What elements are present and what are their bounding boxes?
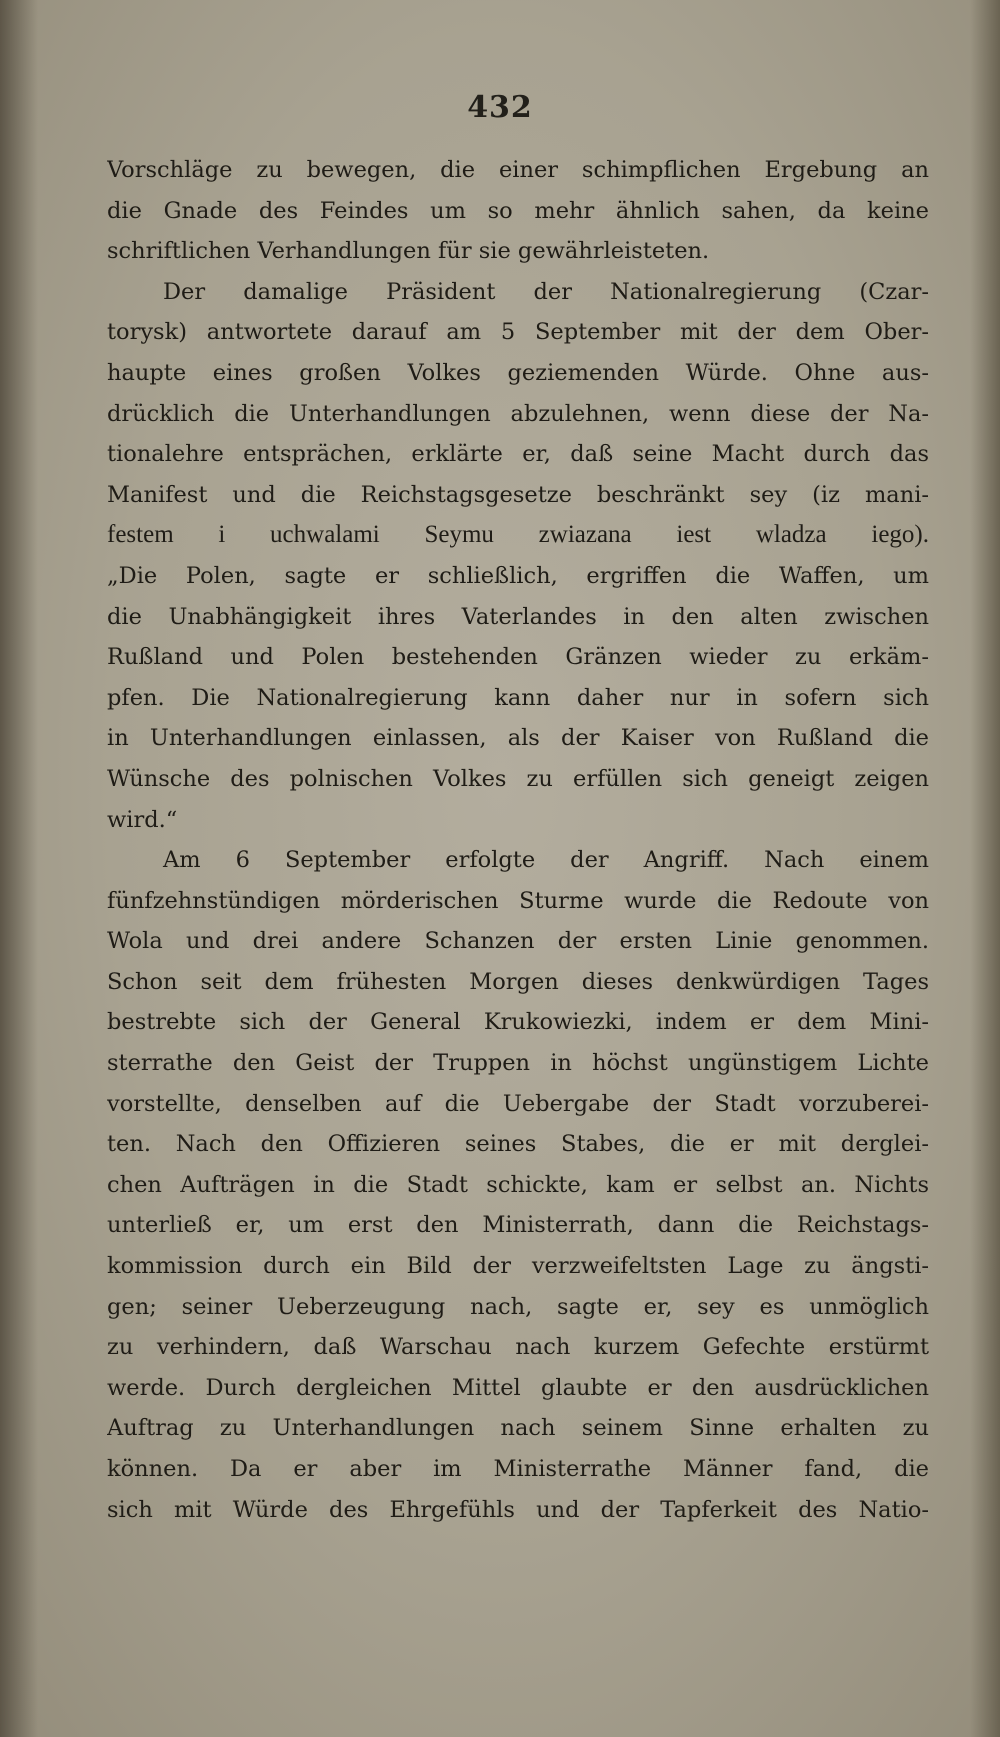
text-line: Wola und drei andere Schanzen der ersten Linie genommen.	[107, 928, 929, 955]
text-line: fünfzehnstündigen mörderischen Sturme wurde die Redoute von	[107, 887, 929, 914]
text-line: pfen. Die Nationalregierung kann daher nur in sofern sich	[107, 684, 929, 711]
text-line: in Unterhandlungen einlassen, als der Kaiser von Rußland die	[107, 725, 929, 752]
text-line: chen Aufträgen in die Stadt schickte, kam er selbst an. Nichts	[107, 1171, 929, 1198]
text-line: Schon seit dem frühesten Morgen dieses denkwürdigen Tages	[107, 968, 929, 995]
text-line: Rußland und Polen bestehenden Gränzen wieder zu erkäm-	[107, 644, 929, 671]
text-line: werde. Durch dergleichen Mittel glaubte er den ausdrücklichen	[107, 1374, 929, 1401]
body-text	[107, 150, 929, 1530]
text-line: wird.“	[107, 806, 178, 833]
text-line: festem i uchwalami Seymu zwiazana iest wladza iego).	[107, 521, 929, 549]
text-line: „Die Polen, sagte er schließlich, ergriffen die Waffen, um	[107, 562, 929, 589]
text-line: Am 6 September erfolgte der Angriff. Nach einem	[163, 847, 929, 874]
text-line: gen; seiner Ueberzeugung nach, sagte er, sey es unmöglich	[107, 1293, 929, 1320]
text-line: sich mit Würde des Ehrgefühls und der Tapferkeit des Natio-	[107, 1496, 929, 1523]
text-line: torysk) antwortete darauf am 5 September mit der dem Ober-	[107, 319, 929, 346]
text-line: die Gnade des Feindes um so mehr ähnlich sahen, da keine	[107, 197, 929, 224]
text-line: drücklich die Unterhandlungen abzulehnen, wenn diese der Na-	[107, 400, 929, 427]
text-line: Manifest und die Reichstagsgesetze beschränkt sey (iz mani-	[107, 481, 929, 508]
text-line: unterließ er, um erst den Ministerrath, dann die Reichstags-	[107, 1212, 929, 1239]
text-line: schriftlichen Verhandlungen für sie gewährleisteten.	[107, 238, 710, 265]
page-shadow-left	[0, 0, 38, 1737]
text-line: die Unabhängigkeit ihres Vaterlandes in den alten zwischen	[107, 603, 929, 630]
text-line: zu verhindern, daß Warschau nach kurzem Gefechte erstürmt	[107, 1334, 929, 1361]
text-line: vorstellte, denselben auf die Uebergabe der Stadt vorzuberei-	[107, 1090, 929, 1117]
text-line: sterrathe den Geist der Truppen in höchst ungünstigem Lichte	[107, 1050, 929, 1077]
page-number: 432	[467, 90, 533, 125]
text-line: Wünsche des polnischen Volkes zu erfüllen sich geneigt zeigen	[107, 765, 929, 792]
page-shadow-right	[970, 0, 1000, 1737]
text-line: ten. Nach den Offizieren seines Stabes, die er mit derglei-	[107, 1131, 929, 1158]
text-line: Vorschläge zu bewegen, die einer schimpflichen Ergebung an	[107, 157, 929, 183]
text-line: können. Da er aber im Ministerrathe Männer fand, die	[107, 1456, 929, 1482]
text-line: Der damalige Präsident der Nationalregierung (Czar-	[163, 278, 929, 305]
text-line: haupte eines großen Volkes geziemenden Würde. Ohne aus-	[107, 359, 929, 386]
text-line: kommission durch ein Bild der verzweifeltsten Lage zu ängsti-	[107, 1253, 929, 1280]
text-line: Auftrag zu Unterhandlungen nach seinem Sinne erhalten zu	[107, 1415, 929, 1442]
text-line: tionalehre entsprächen, erklärte er, daß seine Macht durch das	[107, 441, 929, 468]
text-line: bestrebte sich der General Krukowiezki, indem er dem Mini-	[107, 1009, 929, 1036]
